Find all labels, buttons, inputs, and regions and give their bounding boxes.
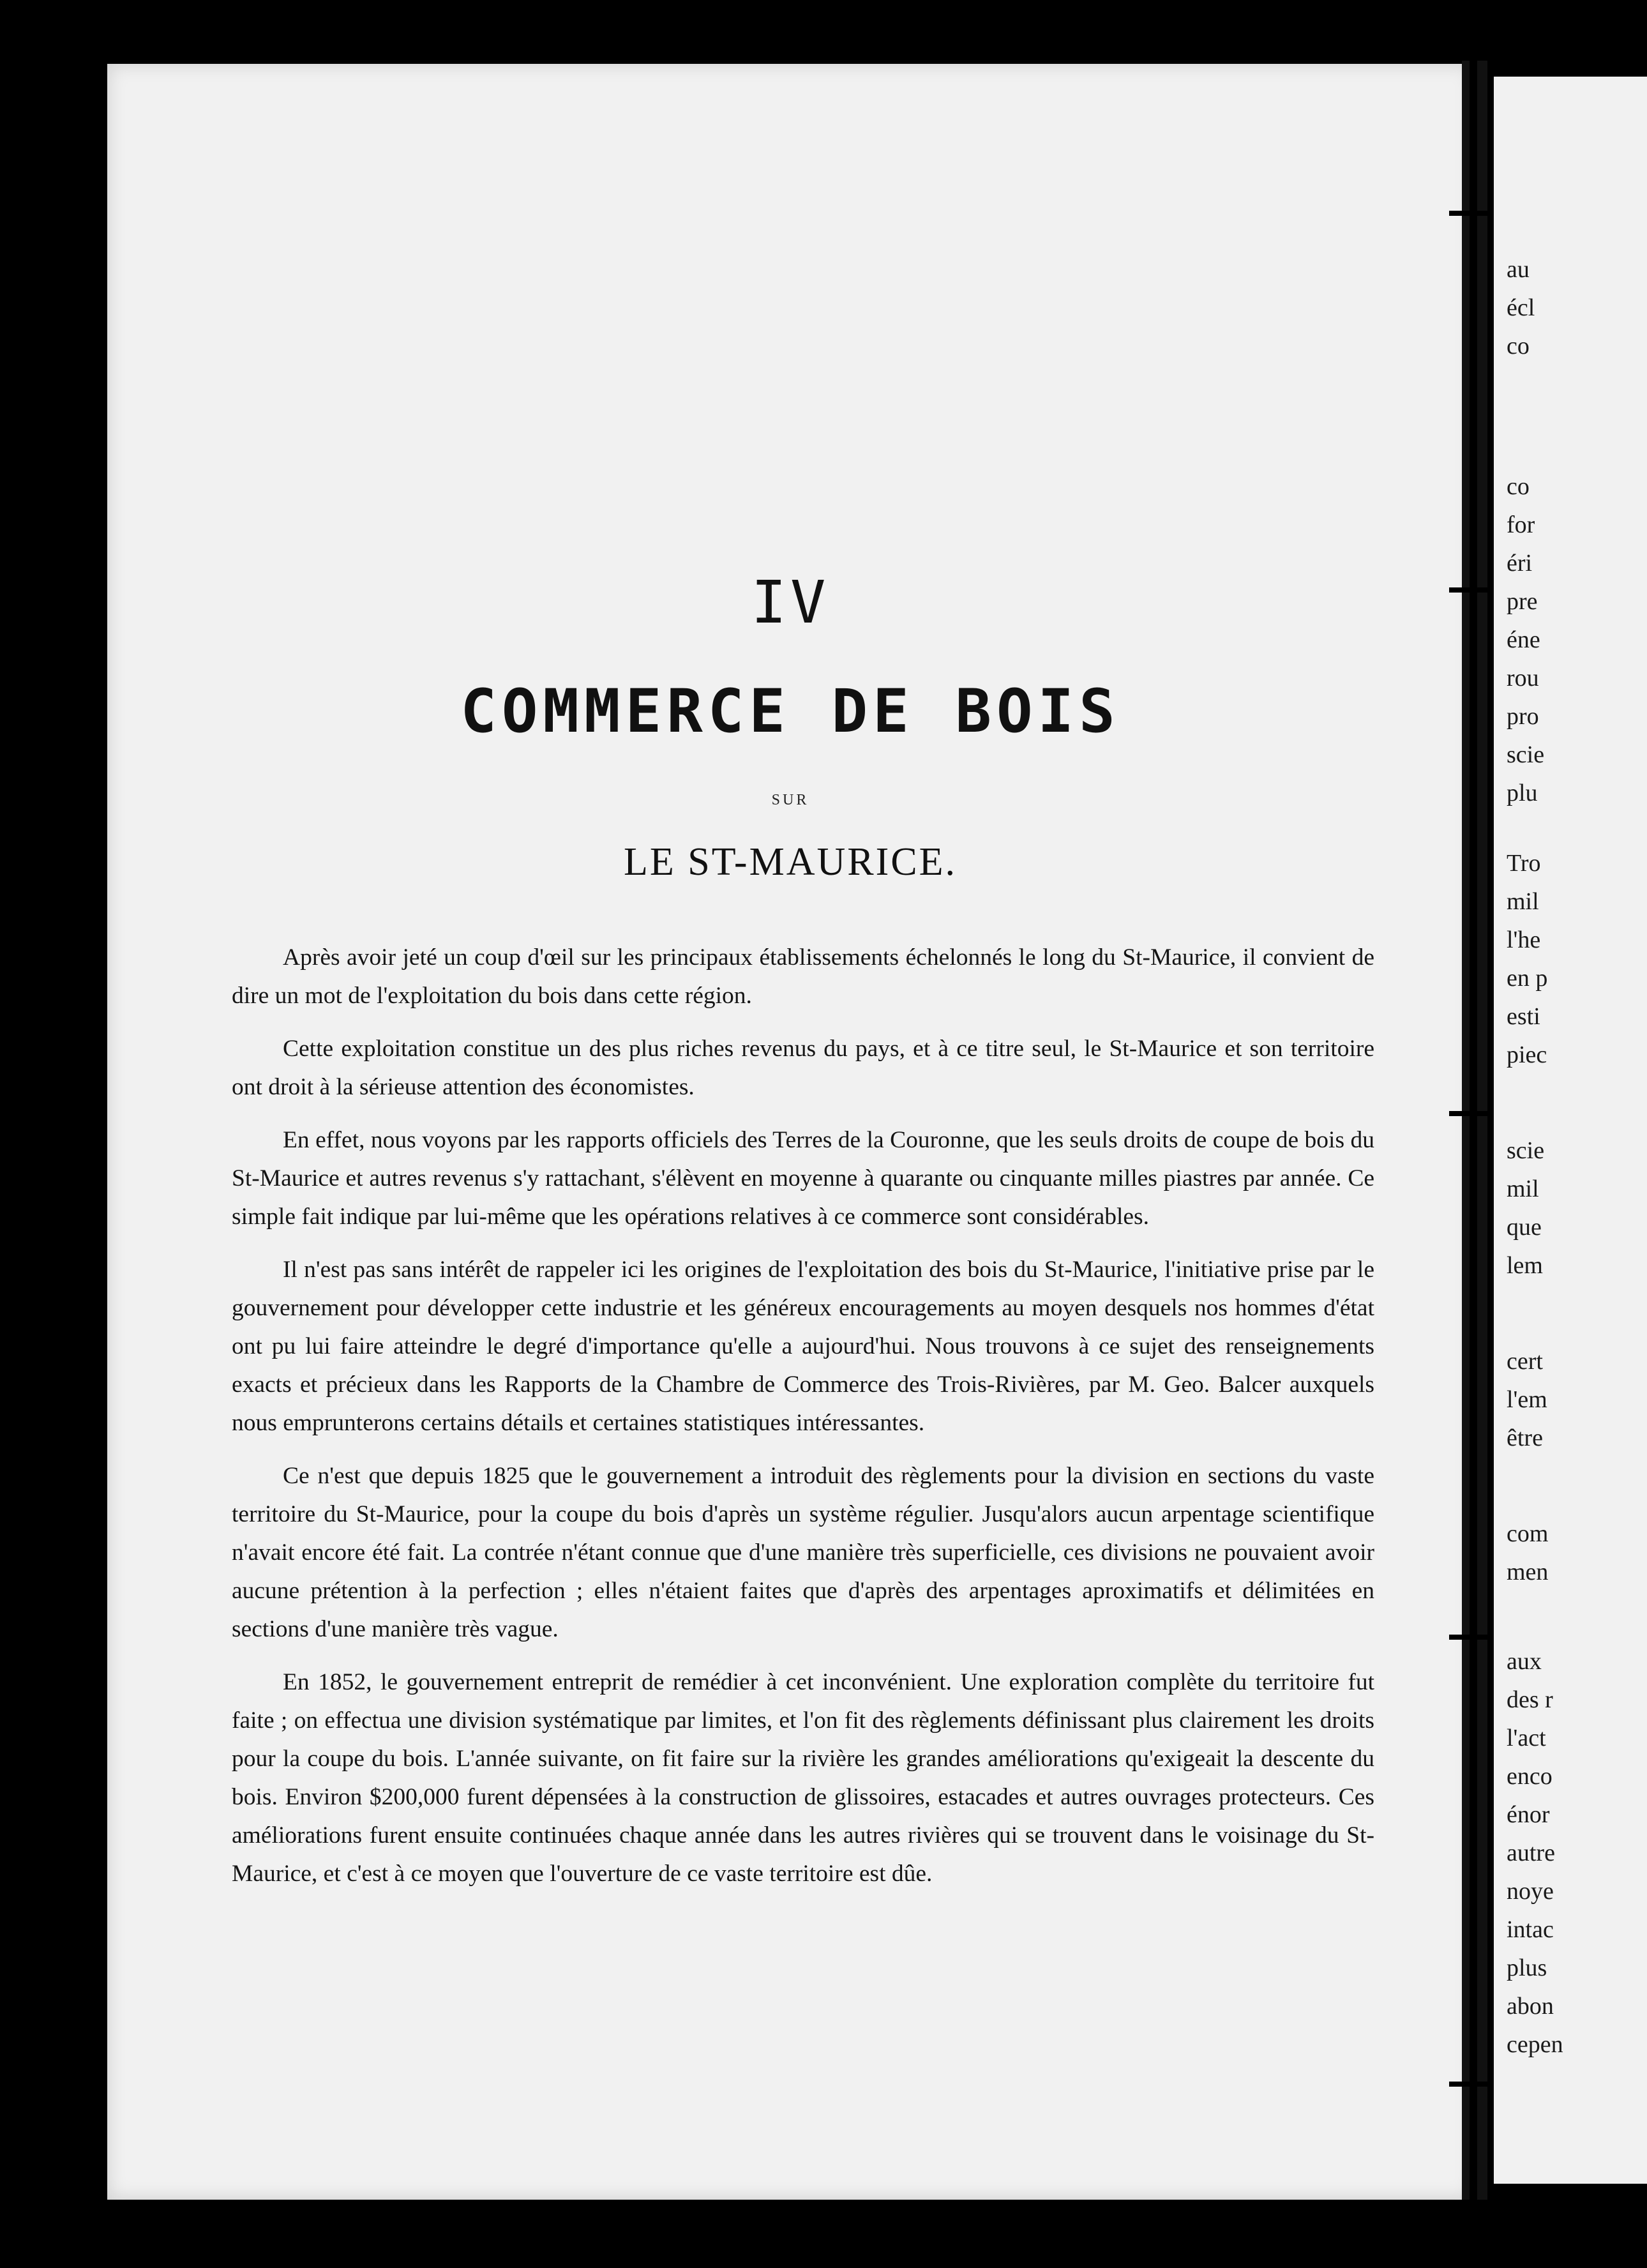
facing-page-fragment: mil [1507, 888, 1539, 915]
facing-page-fragment: mil [1507, 1176, 1539, 1202]
binding-stitch [1449, 1635, 1500, 1640]
facing-page-fragment: des r [1507, 1686, 1553, 1713]
chapter-title: COMMERCE DE BOIS [460, 677, 1120, 746]
facing-page-fragment: pro [1507, 703, 1539, 730]
chapter-connector: SUR [771, 792, 809, 808]
facing-page-fragment: éri [1507, 550, 1533, 577]
facing-page-fragment: rou [1507, 665, 1539, 692]
facing-page-fragment: l'em [1507, 1386, 1547, 1413]
facing-page-fragment: l'act [1507, 1725, 1546, 1751]
facing-page-fragment: esti [1507, 1003, 1540, 1030]
binding-stitch [1449, 211, 1500, 216]
facing-page-fragment: pre [1507, 588, 1538, 615]
facing-page-fragment: l'he [1507, 926, 1541, 953]
facing-page-fragment: autre [1507, 1840, 1555, 1866]
facing-page-fragment: en p [1507, 965, 1548, 992]
facing-page-fragment: piec [1507, 1041, 1547, 1068]
book-page [107, 64, 1473, 2200]
facing-page-fragment: abon [1507, 1993, 1554, 2020]
facing-page-fragment: être [1507, 1425, 1543, 1451]
paragraph: Après avoir jeté un coup d'œil sur les principaux établissements échelonnés le long du St-Maurice, il convient de dire un mot de l'exploitation du bois dans cette région. [232, 944, 1374, 1009]
paragraph: Cette exploitation constitue un des plus riches revenus du pays, et à ce titre seul, le St-Maurice et son territoire ont droit à la sérieuse attention des économistes. [232, 1036, 1374, 1100]
facing-page-fragment: men [1507, 1559, 1549, 1585]
facing-page-fragment: noye [1507, 1878, 1554, 1905]
facing-page-fragment: cepen [1507, 2031, 1563, 2058]
facing-page-edge [1494, 77, 1647, 2184]
facing-page-fragment: plus [1507, 1954, 1547, 1981]
binding-spine [1470, 61, 1477, 2200]
paragraph: En effet, nous voyons par les rapports officiels des Terres de la Couronne, que les seuls droits de coupe de bois du St-Maurice et autres revenus s'y rattachant, s'élèvent en moyenne à quarante ou cinquante milles piastres par année. Ce simple fait indique par lui-même que les opérations relatives à ce commerce sont considérables. [232, 1127, 1374, 1230]
facing-page-fragment: écl [1507, 294, 1535, 321]
chapter-subject: LE ST-MAURICE. [624, 840, 957, 884]
facing-page-fragment: au [1507, 256, 1530, 283]
facing-page-fragment: énor [1507, 1801, 1550, 1828]
binding-stitch [1449, 2082, 1500, 2087]
facing-page-fragment: aux [1507, 1648, 1542, 1675]
paragraph: Ce n'est que depuis 1825 que le gouvernement a introduit des règlements pour la division en sections du vaste territoire du St-Maurice, pour la coupe du bois d'après un système régulier. Jusqu'alors aucun arpentage scientifique n'avait encore été fait. La contrée n'étant connue que d'une manière très superficielle, ces divisions ne pouvaient avoir aucune prétention à la perfection ; elles n'étaient faites que d'après des arpentages aproximatifs et délimitées en sections d'une manière très vague. [232, 1463, 1374, 1642]
facing-page-fragment: for [1507, 511, 1535, 538]
facing-page-fragment: éne [1507, 626, 1540, 653]
facing-page-fragment: scie [1507, 1137, 1545, 1164]
facing-page-fragment: que [1507, 1214, 1542, 1241]
body-text [232, 939, 1374, 1908]
facing-page-fragment: co [1507, 473, 1530, 500]
paragraph: Il n'est pas sans intérêt de rappeler ici les origines de l'exploitation des bois du St-Maurice, l'initiative prise par le gouvernement pour développer cette industrie et les généreux encouragements au moyen desquels nos hommes d'état ont pu lui faire atteindre le degré d'importance qu'elle a aujourd'hui. Nous trouvons à ce sujet des renseignements exacts et précieux dans les Rapports de la Chambre de Commerce des Trois-Rivières, par M. Geo. Balcer auxquels nous emprunterons certains détails et certaines statistiques intéressantes. [232, 1257, 1374, 1436]
facing-page-fragment: scie [1507, 741, 1545, 768]
facing-page-fragment: Tro [1507, 850, 1541, 877]
binding-stitch [1449, 587, 1500, 593]
facing-page-fragment: plu [1507, 780, 1538, 806]
facing-page-fragment: com [1507, 1520, 1549, 1547]
facing-page-fragment: intac [1507, 1916, 1554, 1943]
binding-stitch [1449, 1111, 1500, 1116]
facing-page-fragment: cert [1507, 1348, 1543, 1375]
paragraph: En 1852, le gouvernement entreprit de remédier à cet inconvénient. Une exploration complète du territoire fut faite ; on effectua une division systématique par limites, et l'on fit des règlements définissant plus clairement les droits pour la coupe du bois. L'année suivante, on fit faire sur la rivière les grandes améliorations qu'exigeait la descente du bois. Environ $200,000 furent dépensées à la construction de glissoires, estacades et autres ouvrages protecteurs. Ces améliorations furent ensuite continuées chaque année dans les autres rivières qui se trouvent dans le voisinage du St-Maurice, et c'est à ce moyen que l'ouverture de ce vaste territoire est dûe. [232, 1669, 1374, 1887]
facing-page-fragment: lem [1507, 1252, 1543, 1279]
facing-page-fragment: enco [1507, 1763, 1553, 1790]
chapter-number: IV [751, 568, 830, 637]
facing-page-fragment: co [1507, 333, 1530, 359]
